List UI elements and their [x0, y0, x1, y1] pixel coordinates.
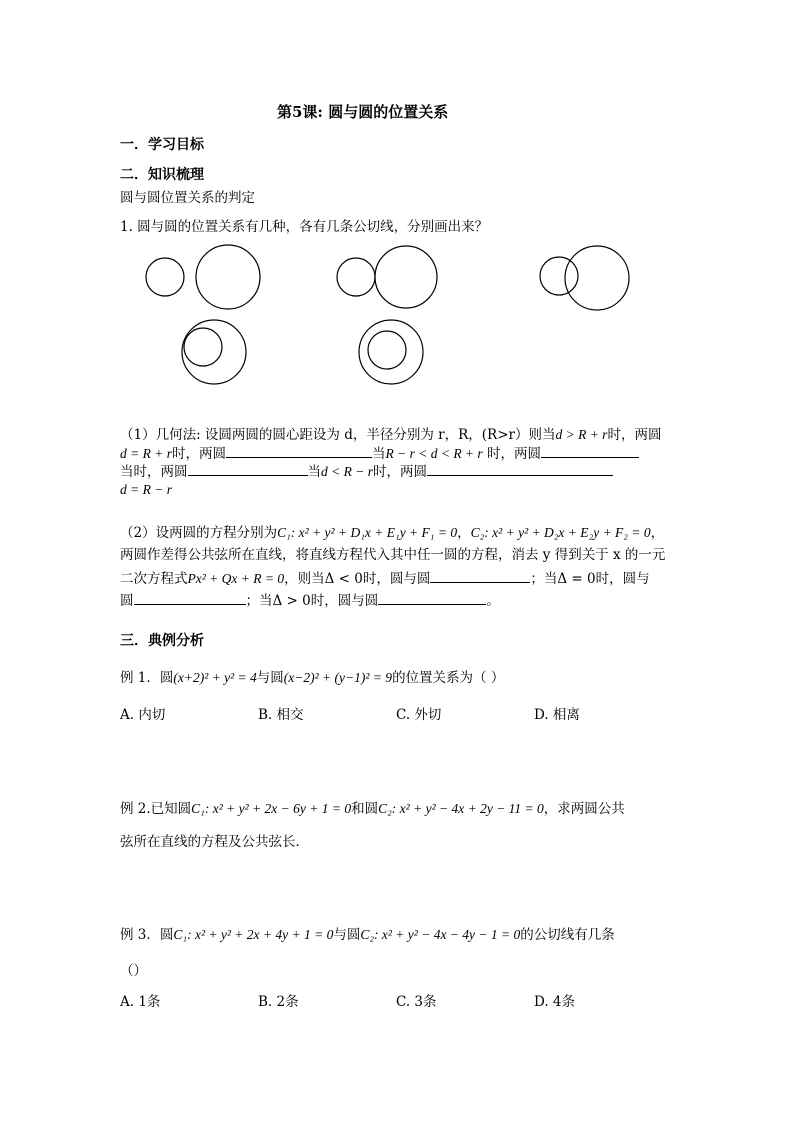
example-3-bracket: （）	[120, 963, 147, 979]
ex1-option-c[interactable]: C. 外切	[396, 707, 442, 723]
ex1-option-b[interactable]: B. 相交	[258, 707, 304, 723]
geo-line-3	[120, 461, 613, 482]
ex1-option-d[interactable]: D. 相离	[534, 707, 580, 723]
figure-internal-small	[184, 328, 222, 366]
geo-text: 当	[307, 464, 321, 480]
figure-intersect-large	[565, 246, 629, 310]
question-1: 1. 圆与圆的位置关系有几种，各有几条公切线，分别画出来？	[120, 219, 489, 235]
alg-line-3	[120, 568, 650, 589]
ex-text: 例 3．圆	[120, 927, 174, 943]
geo-text: 时，两圆	[607, 427, 662, 443]
alg-text: 二次方程式	[120, 571, 188, 587]
geo-text: （1）几何法: 设圆两圆的圆心距设为 d，半径分别为 r，R，(R>r）则当	[120, 427, 556, 443]
geo-text: 当	[371, 446, 386, 462]
ex3-option-b[interactable]: B. 2条	[258, 994, 299, 1010]
geo-text: 时，两圆	[482, 446, 541, 462]
ex3-option-a[interactable]: A. 1条	[120, 994, 161, 1010]
geo-cond-4: d < R − r	[321, 464, 373, 479]
figure-separate-small	[146, 258, 184, 296]
ex-text: ，求两圆公共	[543, 801, 625, 817]
alg-line-4	[120, 590, 500, 611]
ex-text: 的位置关系为（ ）	[392, 670, 505, 686]
figure-external-small	[337, 258, 375, 296]
ex3-eq-a: C₁: x² + y² + 2x + 4y + 1 = 0	[173, 927, 334, 942]
alg-line-1	[120, 523, 664, 543]
blank-answer[interactable]	[226, 443, 372, 458]
alg-eq-quad: Px² + Qx + R = 0	[187, 571, 285, 586]
geo-cond-5: d = R − r	[120, 482, 172, 497]
geo-line-1	[120, 425, 661, 445]
geo-text: 时，两圆	[372, 464, 427, 480]
blank-answer[interactable]	[134, 590, 246, 605]
alg-eq-c1: C₁: x² + y² + D₁x + E₁y + F₁ = 0	[277, 525, 458, 540]
ex-text: 例 1．圆	[120, 670, 174, 686]
geo-cond-3: R − r < d < R + r	[385, 446, 483, 461]
alg-text: ，则当Δ < 0时，圆与圆	[284, 571, 431, 587]
figure-separate-large	[196, 245, 260, 309]
alg-text: ；当Δ = 0时，圆与	[530, 571, 650, 587]
alg-line-2: 两圆作差得公共弦所在直线，将直线方程代入其中任一圆的方程，消去 y 得到关于 x 的一元	[120, 547, 666, 563]
section-goals: 一．学习目标	[120, 137, 204, 153]
section-examples: 三．典例分析	[120, 633, 204, 649]
ex1-eq-a: (x+2)² + y² = 4	[173, 670, 257, 685]
blank-answer[interactable]	[427, 461, 613, 476]
ex-text: 的公切线有几条	[520, 927, 615, 943]
ex-text: 和圆	[351, 801, 379, 817]
blank-answer[interactable]	[378, 590, 486, 605]
example-1	[120, 668, 504, 688]
alg-text: 圆	[120, 593, 134, 609]
geo-cond-1: d > R + r	[555, 427, 608, 442]
alg-text: （2）设两圆的方程分别为	[120, 525, 278, 541]
blank-answer[interactable]	[541, 443, 639, 458]
figure-external-large	[375, 246, 437, 308]
blank-answer[interactable]	[188, 461, 308, 476]
alg-text: ，	[650, 525, 665, 541]
geo-text: 时，两圆	[171, 446, 226, 462]
ex-text: 与圆	[333, 927, 361, 943]
blank-answer[interactable]	[430, 568, 530, 583]
ex3-option-c[interactable]: C. 3条	[396, 994, 437, 1010]
example-2-line-2: 弦所在直线的方程及公共弦长．	[120, 834, 309, 850]
ex3-option-d[interactable]: D. 4条	[534, 994, 576, 1010]
ex2-eq-a: C₁: x² + y² + 2x − 6y + 1 = 0	[191, 801, 352, 816]
ex3-eq-b: C₂: x² + y² − 4x − 4y − 1 = 0	[360, 927, 521, 942]
figure-contain-small	[368, 331, 406, 369]
example-2	[120, 799, 625, 819]
figure-intersect-small	[540, 257, 578, 295]
alg-text: 。	[486, 593, 500, 609]
page-title: 第5课: 圆与圆的位置关系	[277, 103, 449, 121]
subheading: 圆与圆位置关系的判定	[120, 190, 255, 206]
geo-text: 当时，两圆	[120, 464, 188, 480]
example-3	[120, 925, 615, 945]
alg-text: ；当Δ > 0时，圆与圆	[245, 593, 379, 609]
ex-text: 例 2.已知圆	[120, 801, 192, 817]
ex-text: 与圆	[256, 670, 284, 686]
geo-cond-2: d = R + r	[120, 446, 172, 461]
section-knowledge: 二．知识梳理	[120, 167, 204, 183]
alg-eq-c2: C₂: x² + y² + D₂x + E₂y + F₂ = 0	[470, 525, 651, 540]
ex2-eq-b: C₂: x² + y² − 4x + 2y − 11 = 0	[378, 801, 544, 816]
alg-text: ，	[457, 525, 471, 541]
ex1-option-a[interactable]: A. 内切	[120, 707, 166, 723]
ex1-eq-b: (x−2)² + (y−1)² = 9	[283, 670, 393, 685]
figure-internal-large	[182, 320, 246, 384]
geo-line-4	[120, 480, 172, 500]
